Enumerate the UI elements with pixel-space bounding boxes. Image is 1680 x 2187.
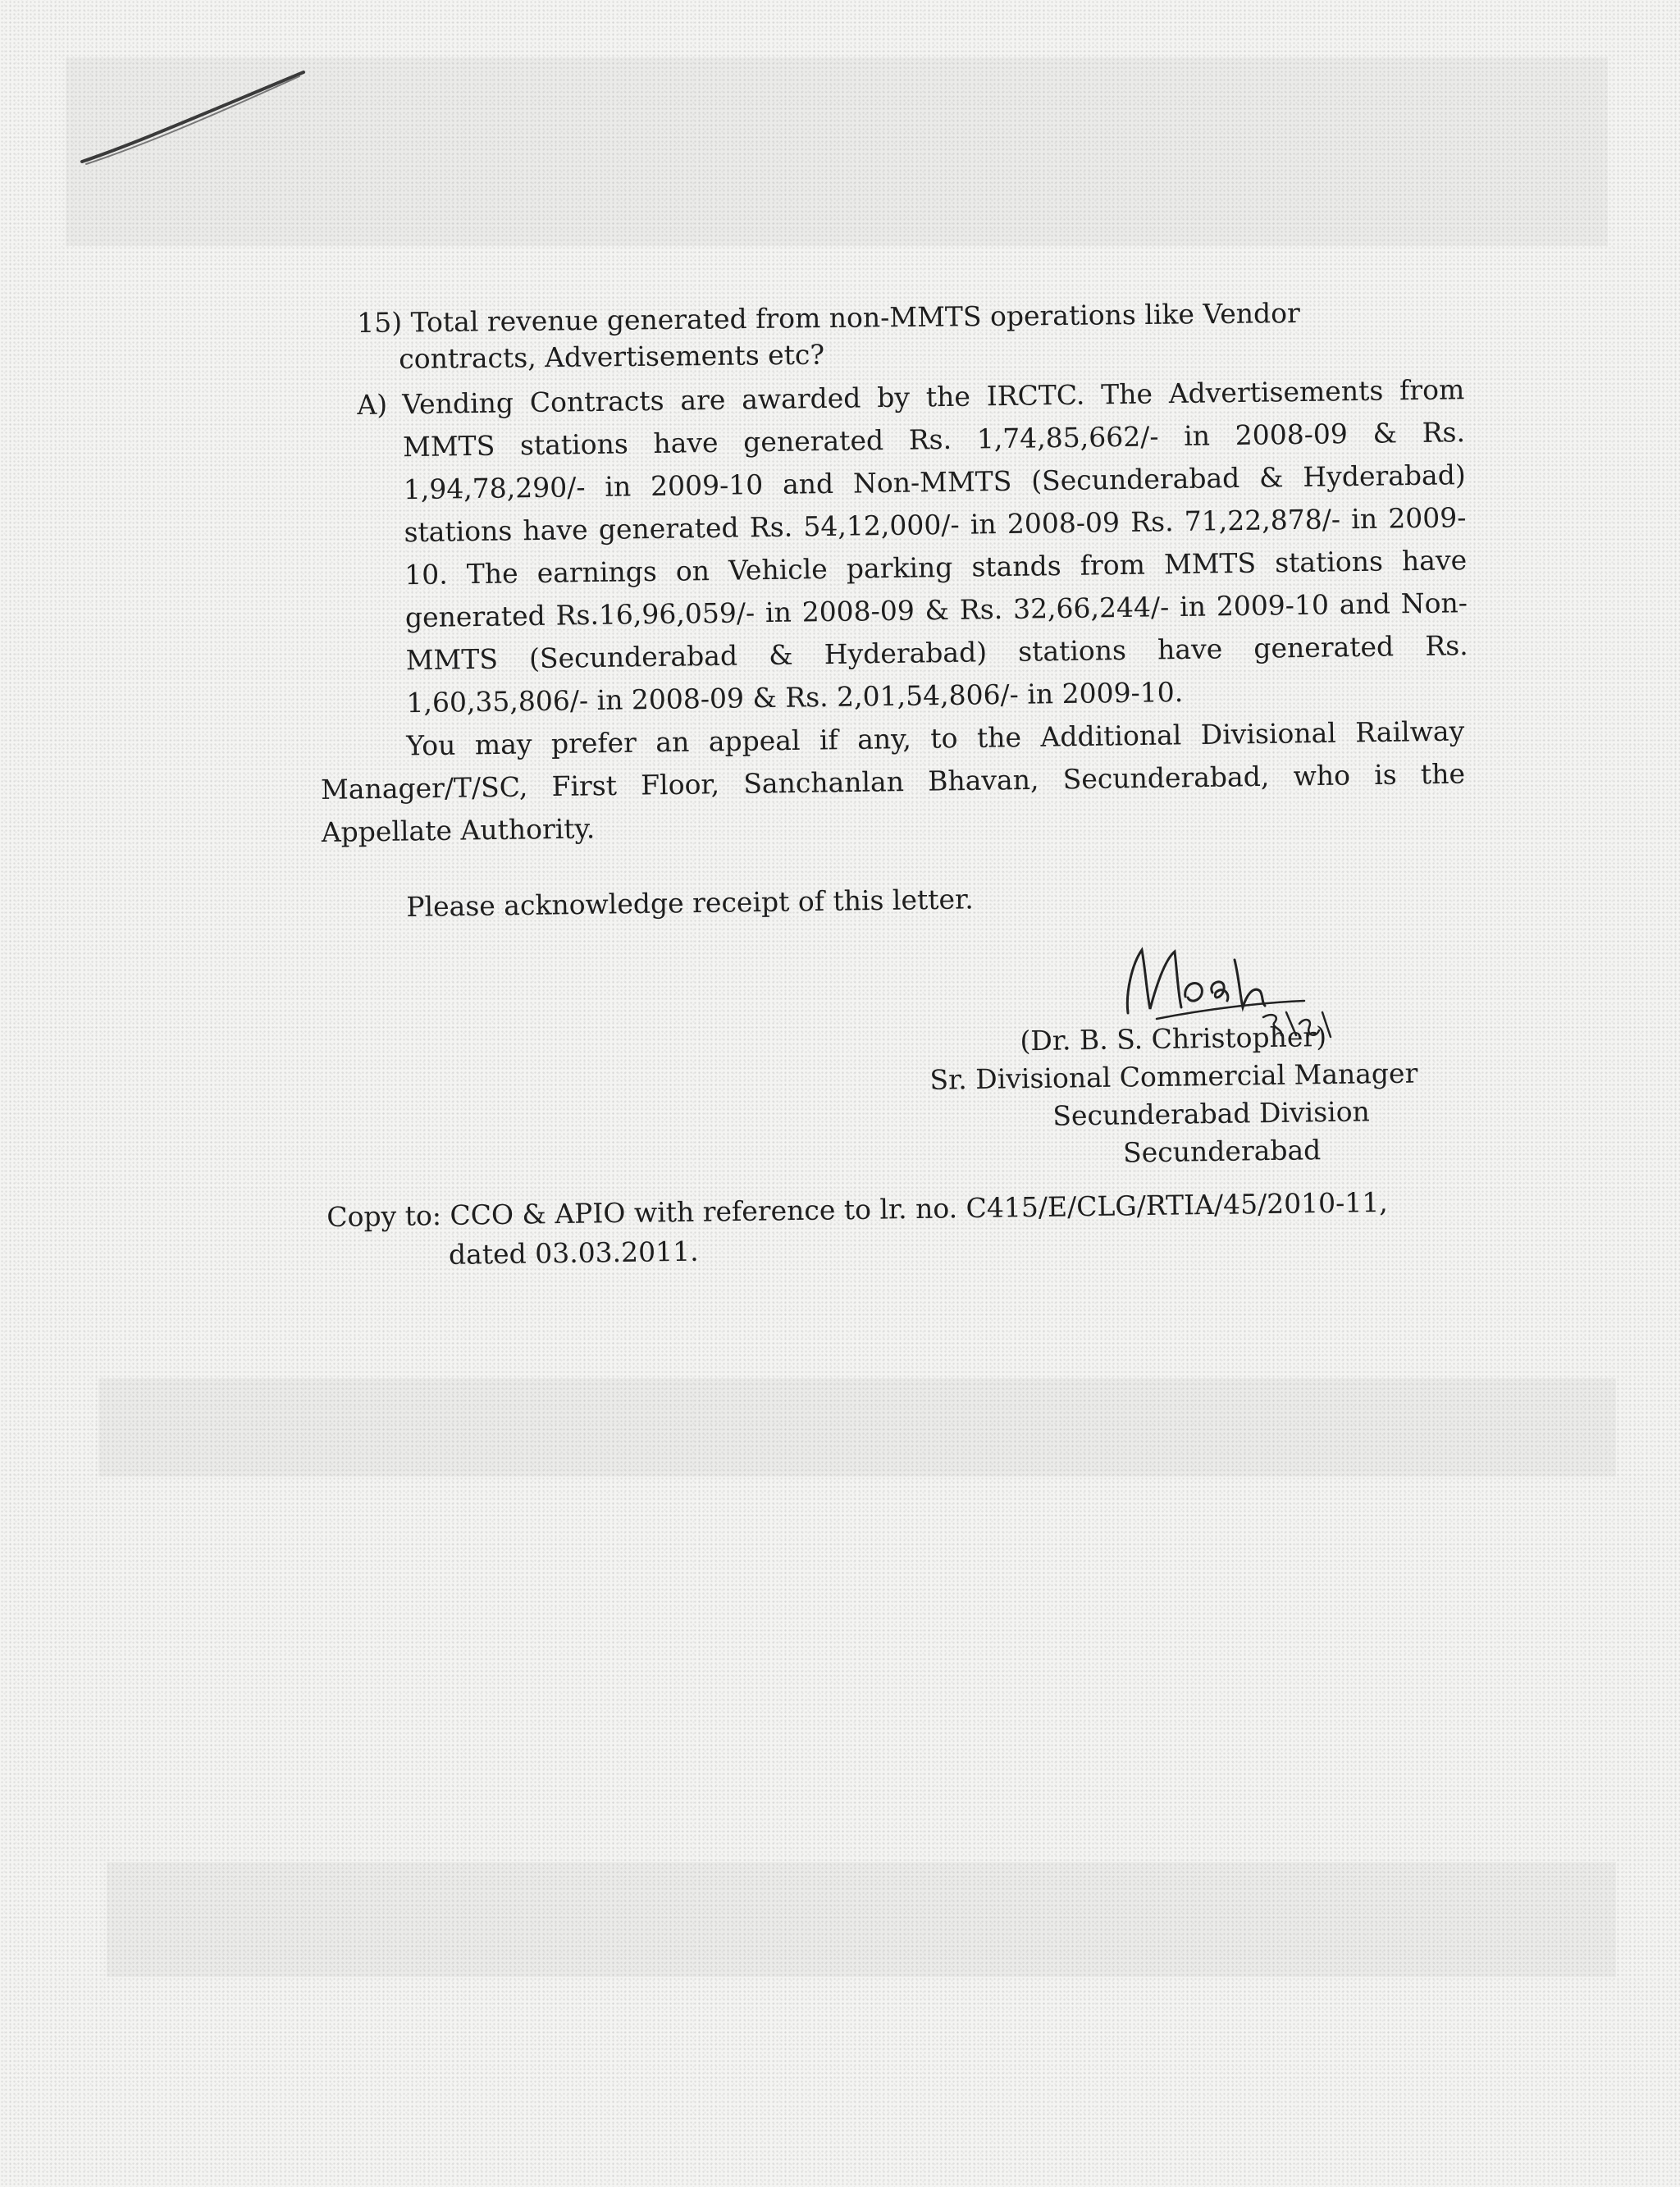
signatory-name: (Dr. B. S. Christopher)	[1020, 1020, 1327, 1057]
pen-mark-icon	[78, 70, 308, 168]
question-line-2: contracts, Advertisements etc?	[399, 338, 825, 375]
question-line-1: 15) Total revenue generated from non-MMTS operations like Vendor	[357, 296, 1300, 339]
acknowledge-line: Please acknowledge receipt of this letter.	[406, 883, 974, 923]
scan-noise-band	[107, 1862, 1616, 1977]
copy-to-line-1: Copy to: CCO & APIO with reference to lr. no. C415/E/CLG/RTIA/45/2010-11,	[326, 1185, 1389, 1233]
signature-block	[919, 1016, 1430, 1175]
signatory-division: Secunderabad Division	[1052, 1095, 1371, 1132]
answer-block	[357, 368, 1469, 725]
copy-to-block	[326, 1181, 1476, 1276]
copy-to-line-2: dated 03.03.2011.	[448, 1235, 699, 1271]
signatory-designation: Sr. Divisional Commercial Manager	[929, 1057, 1418, 1096]
signatory-place: Secunderabad	[1122, 1134, 1322, 1169]
appeal-paragraph: You may prefer an appeal if any, to the Additional Divisional Railway Manager/T/SC, First Floor, Sanchanlan Bhavan, Secunderabad, who is the Appellate Authority.	[320, 715, 1466, 848]
scan-noise-band	[98, 1378, 1616, 1477]
answer-label: A)	[357, 388, 388, 421]
answer-text: Vending Contracts are awarded by the IRCTC. The Advertisements from MMTS stations have generated Rs. 1,74,85,662/- in 2008-09 & Rs. 1,94,78,290/- in 2009-10 and Non-MMTS (Secunderabad & Hyderabad) stations have generated Rs. 54,12,000/- in 2008-09 Rs. 71,22,878/- in 2009-10. The earnings on Vehicle parking stands from MMTS stations have generated Rs.16,96,059/- in 2008-09 & Rs. 32,66,244/- in 2009-10 and Non-MMTS (Secunderabad & Hyderabad) stations have generated Rs. 1,60,35,806/- in 2008-09 & Rs. 2,01,54,806/- in 2009-10.	[402, 373, 1468, 719]
